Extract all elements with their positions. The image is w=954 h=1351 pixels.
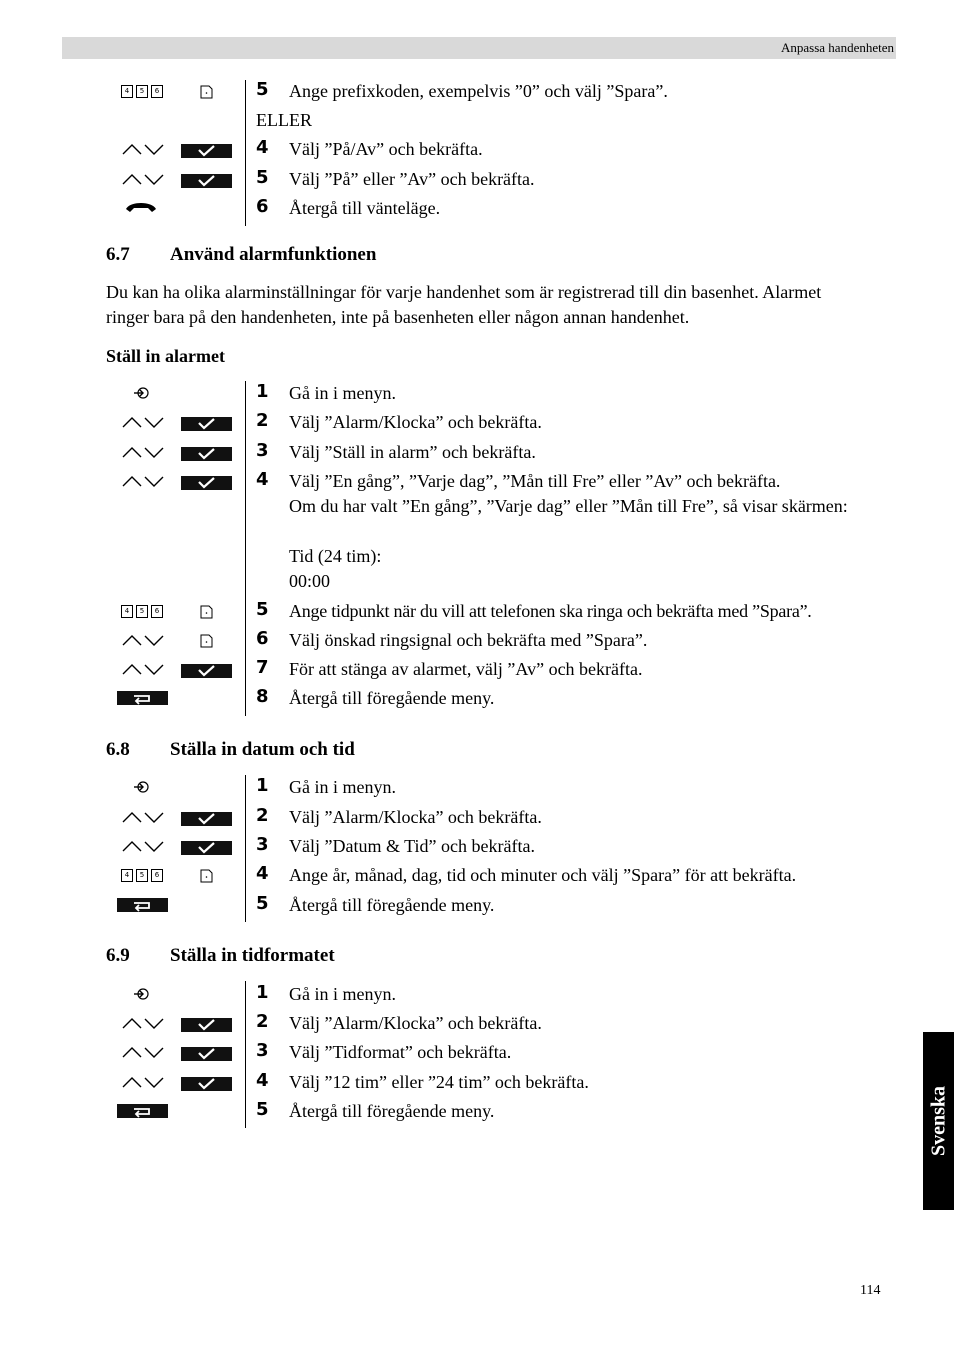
or-text: ELLER: [256, 110, 312, 130]
up-down-nav-icon: [122, 445, 164, 464]
step-text: Återgå till föregående meny.: [289, 688, 495, 708]
step-number: 1: [256, 775, 269, 796]
keypad-icon: 4 5 6: [121, 85, 163, 98]
step-text: Välj ”Tidformat” och bekräfta.: [289, 1042, 512, 1062]
step-row: [0, 1040, 954, 1069]
ok-checkmark-icon: [181, 1047, 232, 1061]
step-number: 7: [256, 657, 269, 678]
step-row: [0, 196, 954, 225]
subheading-set-alarm: Ställ in alarmet: [106, 346, 225, 366]
up-down-nav-icon: [122, 1016, 164, 1035]
step-text: Välj ”Alarm/Klocka” och bekräfta.: [289, 807, 542, 827]
step-number: 3: [256, 440, 269, 461]
step-row: [0, 775, 954, 804]
menu-enter-icon: [132, 985, 152, 1008]
step-row: [0, 805, 954, 834]
step-row: [0, 137, 954, 166]
up-down-nav-icon: [122, 415, 164, 434]
up-down-nav-icon: [122, 142, 164, 161]
ok-checkmark-icon: [181, 812, 232, 826]
language-label: Svenska: [927, 1085, 949, 1157]
ok-checkmark-icon: [181, 144, 232, 158]
header-title: Anpassa handenheten: [781, 40, 894, 55]
back-arrow-icon: [117, 691, 168, 705]
step-extra-time-label: Tid (24 tim):: [289, 546, 382, 566]
step-number: 5: [256, 1099, 269, 1120]
end-call-icon: [124, 200, 158, 219]
ok-checkmark-icon: [181, 417, 232, 431]
step-text: Välj ”På” eller ”Av” och bekräfta.: [289, 169, 535, 189]
soft-key-icon: [200, 869, 213, 888]
step-text: Välj önskad ringsignal och bekräfta med ”Spara”.: [289, 630, 648, 650]
soft-key-icon: [200, 634, 213, 653]
up-down-nav-icon: [122, 839, 164, 858]
ok-checkmark-icon: [181, 841, 232, 855]
section-intro: Du kan ha olika alarminställningar för varje handenhet som är registrerad till din basenhet. Alarmet ringer bara på den handenheten, inte på basenheten eller någon annan handenhet.: [106, 282, 822, 327]
ok-checkmark-icon: [181, 664, 232, 678]
step-row: [0, 1099, 954, 1128]
step-row: [0, 1070, 954, 1099]
step-row: [0, 167, 954, 196]
keypad-icon: 4 5 6: [121, 605, 163, 618]
step-number: 8: [256, 686, 269, 707]
step-number: 2: [256, 1011, 269, 1032]
back-arrow-icon: [117, 898, 168, 912]
step-number: 2: [256, 805, 269, 826]
up-down-nav-icon: [122, 172, 164, 191]
section-heading-6-8: 6.8 Ställa in datum och tid: [106, 739, 355, 760]
step-number: 3: [256, 1040, 269, 1061]
step-number: 6: [256, 628, 269, 649]
step-text: Gå in i menyn.: [289, 984, 396, 1004]
step-row: [0, 410, 954, 439]
keypad-icon: 4 5 6: [121, 869, 163, 882]
step-number: 4: [256, 863, 269, 884]
up-down-nav-icon: [122, 662, 164, 681]
step-extra-time-value: 00:00: [289, 571, 331, 591]
step-row: [0, 863, 954, 892]
step-text: För att stänga av alarmet, välj ”Av” och bekräfta.: [289, 659, 643, 679]
up-down-nav-icon: [122, 633, 164, 652]
up-down-nav-icon: [122, 1045, 164, 1064]
menu-enter-icon: [132, 778, 152, 801]
up-down-nav-icon: [122, 810, 164, 829]
step-number: 2: [256, 410, 269, 431]
page-number: 114: [860, 1283, 881, 1298]
step-text: Gå in i menyn.: [289, 777, 396, 797]
step-extra-text: Om du har valt ”En gång”, ”Varje dag” eller ”Mån till Fre”, så visar skärmen:: [289, 496, 848, 516]
step-text: Återgå till föregående meny.: [289, 1101, 495, 1121]
step-number: 3: [256, 834, 269, 855]
ok-checkmark-icon: [181, 1018, 232, 1032]
step-number: 5: [256, 79, 269, 100]
step-row: [0, 469, 954, 594]
step-row: [0, 108, 954, 137]
step-number: 6: [256, 196, 269, 217]
step-row: [0, 440, 954, 469]
step-text: Välj ”Alarm/Klocka” och bekräfta.: [289, 412, 542, 432]
step-text: Gå in i menyn.: [289, 383, 396, 403]
language-side-tab: [923, 1032, 954, 1210]
step-row: [0, 599, 954, 628]
header-bar: [62, 37, 896, 59]
step-text: Ange tidpunkt när du vill att telefonen ska ringa och bekräfta med ”Spara”.: [289, 601, 812, 621]
step-number: 1: [256, 982, 269, 1003]
step-row: [0, 982, 954, 1011]
step-row: [0, 628, 954, 657]
section-heading-6-7: 6.7 Använd alarmfunktionen: [106, 244, 377, 265]
up-down-nav-icon: [122, 474, 164, 493]
step-row: [0, 893, 954, 922]
step-number: 4: [256, 137, 269, 158]
ok-checkmark-icon: [181, 1077, 232, 1091]
step-text: Välj ”På/Av” och bekräfta.: [289, 139, 483, 159]
step-text: Ange prefixkoden, exempelvis ”0” och välj ”Spara”.: [289, 81, 668, 101]
step-text: Välj ”En gång”, ”Varje dag”, ”Mån till Fre” eller ”Av” och bekräfta.: [289, 471, 781, 491]
step-text: Välj ”Datum & Tid” och bekräfta.: [289, 836, 535, 856]
step-number: 5: [256, 599, 269, 620]
step-number: 5: [256, 893, 269, 914]
menu-enter-icon: [132, 384, 152, 407]
soft-key-icon: [200, 605, 213, 624]
up-down-nav-icon: [122, 1075, 164, 1094]
step-row: [0, 1011, 954, 1040]
soft-key-icon: [200, 85, 213, 104]
step-row: [0, 381, 954, 410]
step-text: Återgå till vänteläge.: [289, 198, 441, 218]
ok-checkmark-icon: [181, 447, 232, 461]
step-row: [0, 79, 954, 108]
step-row: [0, 686, 954, 715]
step-text: Återgå till föregående meny.: [289, 895, 495, 915]
step-number: 4: [256, 1070, 269, 1091]
step-number: 4: [256, 469, 269, 490]
ok-checkmark-icon: [181, 476, 232, 490]
step-row: [0, 657, 954, 686]
step-text: Välj ”Alarm/Klocka” och bekräfta.: [289, 1013, 542, 1033]
step-row: [0, 834, 954, 863]
step-text: Välj ”12 tim” eller ”24 tim” och bekräfta.: [289, 1072, 589, 1092]
back-arrow-icon: [117, 1104, 168, 1118]
step-number: 5: [256, 167, 269, 188]
step-number: 1: [256, 381, 269, 402]
step-text: Ange år, månad, dag, tid och minuter och välj ”Spara” för att bekräfta.: [289, 865, 797, 885]
ok-checkmark-icon: [181, 174, 232, 188]
section-heading-6-9: 6.9 Ställa in tidformatet: [106, 945, 335, 966]
step-text: Välj ”Ställ in alarm” och bekräfta.: [289, 442, 536, 462]
